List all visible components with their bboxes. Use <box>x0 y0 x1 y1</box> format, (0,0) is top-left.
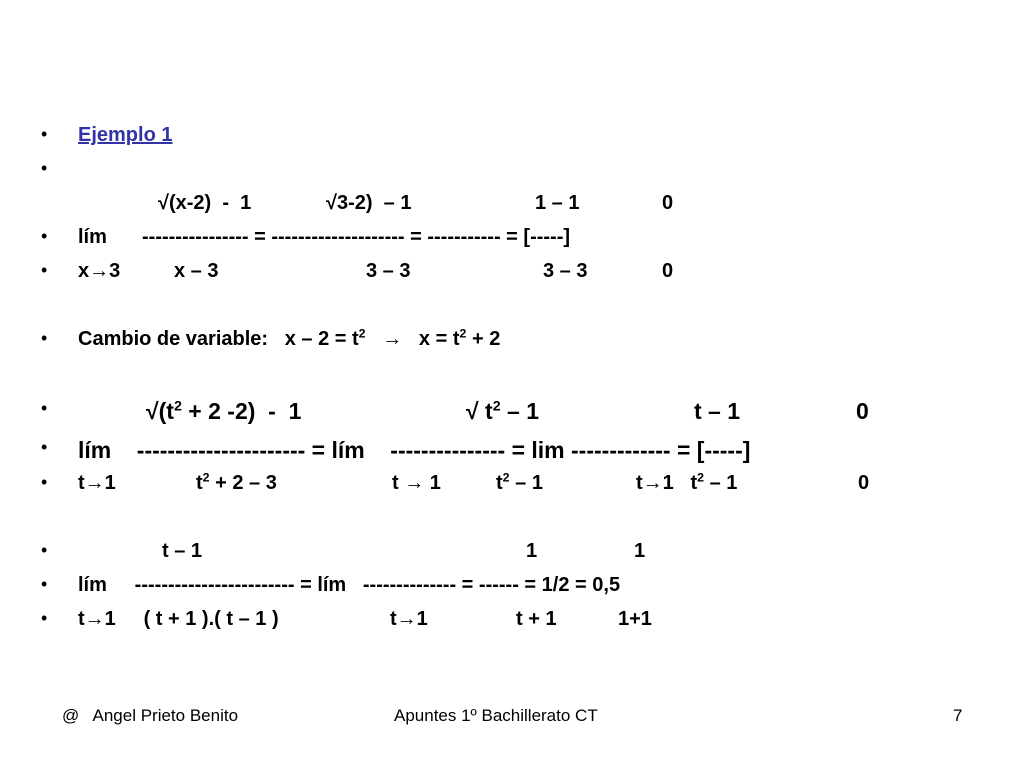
arrow-icon: → <box>642 472 663 494</box>
bullet: • <box>41 158 48 178</box>
bullet: • <box>41 124 48 144</box>
eq1-den-4: 0 <box>662 260 674 282</box>
bullet: • <box>41 226 48 246</box>
eq1-denominator-row <box>0 260 1024 290</box>
arrow-icon: → <box>84 608 105 630</box>
eq3-den-4: 1+1 <box>618 608 652 630</box>
eq1-num-3: 1 – 1 <box>535 192 580 214</box>
eq3-num-1: t – 1 <box>162 540 203 562</box>
footer-author: @ Angel Prieto Benito <box>62 706 239 725</box>
eq3-numerator-row <box>0 540 1024 570</box>
eq2-denominator-row <box>0 472 1024 502</box>
eq3-den-2: t→1 <box>390 608 428 630</box>
eq3-den-3: t + 1 <box>516 608 557 630</box>
bullet: • <box>41 260 48 280</box>
empty-bullet-row <box>0 158 1024 188</box>
bullet: • <box>41 472 48 492</box>
eq1-limit-row <box>0 226 1024 256</box>
change-of-variable-row <box>0 328 1024 358</box>
eq2-limit-row <box>0 437 1024 467</box>
bullet: • <box>41 328 48 348</box>
eq2-den-1: $t^2 + 2 - 3$ <box>196 470 277 494</box>
arrow-icon: → <box>84 472 105 494</box>
eq2-num-3: t – 1 <box>694 398 741 424</box>
eq1-fraction-line: ---------------- = -------------------- = ----------- = [-----] <box>142 226 571 248</box>
arrow-icon: → <box>404 472 425 494</box>
footer-course: Apuntes 1º Bachillerato CT <box>394 706 598 725</box>
eq2-den-4: t→1 $t^2 - 1$ <box>636 470 738 494</box>
eq3-den-1: t→1 ( t + 1 ).( t – 1 ) <box>78 608 279 630</box>
eq2-den-3: $t^2 - 1$ <box>496 470 543 494</box>
eq1-numerator-row <box>0 192 1024 222</box>
eq2-limit-var: t→1 <box>78 472 116 494</box>
lim-word: lím <box>78 226 107 248</box>
eq2-numerator-row <box>0 398 1024 428</box>
title-row <box>0 124 1024 154</box>
eq2-den-2: t → 1 <box>392 472 441 494</box>
eq1-num-4: 0 <box>662 192 674 214</box>
title-link[interactable]: Ejemplo 1 <box>78 124 173 146</box>
bullet: • <box>41 540 48 560</box>
arrow-icon: → <box>382 328 403 350</box>
bullet: • <box>41 398 48 418</box>
eq1-num-2: √3-2) – 1 <box>326 192 412 214</box>
eq1-den-2: 3 – 3 <box>366 260 411 282</box>
footer-page-number: 7 <box>953 706 963 725</box>
eq1-num-1: √(x-2) - 1 <box>158 192 252 214</box>
bullet: • <box>41 608 48 628</box>
eq3-num-3: 1 <box>634 540 646 562</box>
bullet: • <box>41 574 48 594</box>
eq2-den-5: 0 <box>858 472 870 494</box>
eq3-limit-row <box>0 574 1024 604</box>
eq2-num-1: $√(t^2 + 2$ -2) - 1 <box>146 398 302 424</box>
bullet: • <box>41 437 48 457</box>
eq1-limit-var: x→3 <box>78 260 121 282</box>
eq2-num-2: √ $t^2 - 1$ <box>466 398 539 424</box>
eq1-den-1: x – 3 <box>174 260 219 282</box>
arrow-icon: → <box>396 608 417 630</box>
eq3-denominator-row <box>0 608 1024 638</box>
eq2-fraction-line: lím ---------------------- = lím --------------- = lim ------------- = [-----] <box>78 437 751 463</box>
eq3-fraction-line: lím ------------------------ = lím -------------- = ------ = 1/2 = 0,5 <box>78 574 621 596</box>
arrow-icon: → <box>89 260 110 282</box>
change-of-variable-text: Cambio de variable: $x - 2 = t^2$ → $x = t^2 + 2$ <box>78 326 501 350</box>
eq1-den-3: 3 – 3 <box>543 260 588 282</box>
eq3-num-2: 1 <box>526 540 538 562</box>
eq2-num-4: 0 <box>856 398 869 424</box>
